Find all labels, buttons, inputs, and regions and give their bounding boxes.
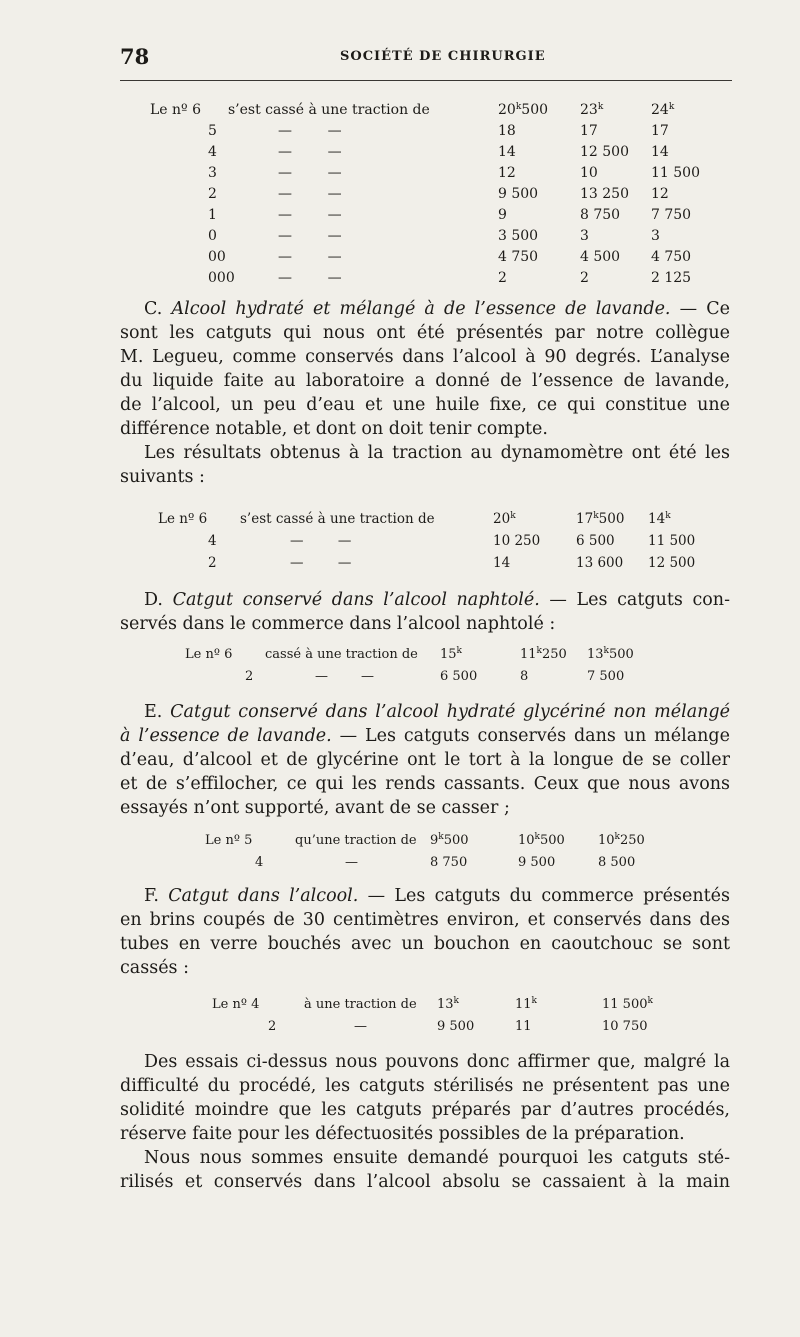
value-col-3 [602, 1019, 648, 1034]
text-line: du liquide faite au laboratoire a donné de l’essence de lavande, [120, 371, 730, 391]
section-title: Catgut dans l’alcool. [168, 886, 359, 906]
table-row [205, 833, 715, 853]
value-col-3 [651, 123, 669, 139]
table-row [158, 511, 718, 531]
section-d-paragraph [120, 588, 730, 636]
cell-value: 10 [598, 833, 615, 848]
unit-superscript: k [614, 832, 621, 842]
value-col-2 [580, 207, 620, 223]
cell-value: 9 500 [518, 855, 556, 870]
value-col-2 [515, 1019, 532, 1034]
value-col-3 [598, 855, 635, 870]
cell-value-rest: 500 [443, 833, 469, 848]
text-fragment: — Ce [670, 299, 730, 319]
value-col-1 [440, 647, 462, 662]
unit-superscript: k [647, 996, 653, 1006]
row-number: 4 [208, 144, 217, 160]
row-description: — [354, 1019, 367, 1034]
value-col-2 [520, 647, 567, 662]
table-row [150, 249, 730, 269]
section-title: Catgut conservé dans l’alcool hydraté glycériné non mélangé [170, 702, 730, 722]
text-line: servés dans le commerce dans l’alcool naphtolé : [120, 614, 556, 634]
value-col-2 [576, 555, 623, 571]
row-number: 2 [208, 555, 217, 571]
table-row [185, 647, 715, 667]
section-f-paragraph [120, 884, 730, 980]
cell-value: 4 750 [651, 249, 692, 265]
text-line [120, 588, 730, 612]
cell-value: 13 [587, 647, 604, 662]
cell-value: 18 [498, 123, 516, 139]
table-row [150, 165, 730, 185]
cell-value: 8 [520, 669, 529, 684]
table-row [150, 228, 730, 248]
cell-value-rest: 500 [609, 647, 634, 662]
row-number: 5 [208, 123, 217, 139]
value-col-3 [651, 186, 669, 202]
text-line: de l’alcool, un peu d’eau et une huile fixe, ce qui constitue une [120, 395, 730, 415]
value-col-3 [648, 555, 695, 571]
cell-value: 17 [580, 123, 598, 139]
row-description: — — [278, 207, 342, 223]
unit-superscript: k [453, 996, 460, 1006]
text-line: difficulté du procédé, les catguts stérilisés ne présentent pas une [120, 1076, 730, 1096]
table-row [205, 855, 715, 875]
row-description: — — [278, 249, 342, 265]
cell-value: 11 [515, 1019, 532, 1034]
cell-value: 20 [498, 102, 516, 118]
unit-superscript: k [536, 646, 543, 656]
row-number: 000 [208, 270, 235, 286]
section-title-continued: à l’essence de lavande. [120, 726, 332, 746]
value-col-2 [580, 270, 589, 286]
text-line [120, 297, 730, 321]
section-c-paragraph [120, 297, 730, 489]
cell-value: 11 500 [648, 533, 696, 549]
table-section-e [205, 833, 715, 877]
section-e-paragraph [120, 700, 730, 820]
row-description: à une traction de [304, 997, 417, 1012]
row-description: — [345, 855, 358, 870]
row-description: — — [315, 669, 375, 684]
value-col-3 [602, 997, 653, 1012]
cell-value: 11 500 [602, 997, 648, 1012]
row-number: Le nº 6 [158, 511, 208, 527]
value-col-2 [515, 997, 537, 1012]
cell-value-rest: 500 [598, 511, 625, 527]
row-number: 0 [208, 228, 217, 244]
unit-superscript: k [515, 102, 522, 112]
row-description: s’est cassé à une traction de [240, 511, 435, 527]
value-col-1 [498, 123, 516, 139]
value-col-2 [520, 669, 528, 684]
row-number: 1 [208, 207, 217, 223]
cell-value: 6 500 [576, 533, 615, 549]
cell-value: 11 500 [651, 165, 700, 181]
unit-superscript: k [593, 511, 599, 521]
cell-value: 3 [580, 228, 589, 244]
cell-value: 7 750 [651, 207, 692, 223]
cell-value: 9 500 [498, 186, 539, 202]
cell-value-rest: 250 [542, 647, 567, 662]
cell-value-rest: 500 [521, 102, 549, 118]
section-label: E. [144, 702, 163, 722]
row-number: 2 [268, 1019, 277, 1034]
text-line: sont les catguts qui nous ont été présentés par notre collègue [120, 323, 730, 343]
cell-value: 12 500 [648, 555, 696, 571]
row-description: — — [278, 270, 342, 286]
row-description: — — [278, 228, 342, 244]
cell-value: 10 [580, 165, 598, 181]
row-number: Le nº 4 [212, 997, 260, 1012]
value-col-2 [518, 855, 555, 870]
section-title: Catgut conservé dans l’alcool naphtolé. [172, 590, 540, 610]
cell-value: 12 [498, 165, 516, 181]
cell-value: 3 [651, 228, 660, 244]
table-section-c [158, 511, 718, 577]
value-col-2 [576, 533, 615, 549]
cell-value: 14 [651, 144, 669, 160]
cell-value: 4 500 [580, 249, 621, 265]
text-line [120, 724, 730, 748]
value-col-1 [498, 186, 538, 202]
value-col-2 [580, 102, 603, 118]
cell-value: 10 750 [602, 1019, 648, 1034]
cell-value: 17 [651, 123, 669, 139]
cell-value: 9 500 [437, 1019, 475, 1034]
value-col-3 [651, 228, 660, 244]
table-row [150, 102, 730, 122]
cell-value: 2 [498, 270, 507, 286]
row-description: — — [278, 186, 342, 202]
row-description: qu’une traction de [295, 833, 417, 848]
value-col-2 [580, 228, 589, 244]
cell-value: 2 125 [651, 270, 692, 286]
cell-value: 10 [518, 833, 535, 848]
unit-superscript: k [665, 511, 671, 521]
text-line: d’eau, d’alcool et de glycérine ont le tort à la longue de se coller [120, 750, 730, 770]
value-col-3 [598, 833, 645, 848]
value-col-2 [580, 249, 620, 265]
cell-value: 23 [580, 102, 598, 118]
table-row [150, 144, 730, 164]
value-col-2 [580, 186, 629, 202]
text-line: M. Legueu, comme conservés dans l’alcool à 90 degrés. L’analyse [120, 347, 730, 367]
row-number: 2 [245, 669, 254, 684]
row-number: Le nº 5 [205, 833, 253, 848]
value-col-1 [498, 228, 538, 244]
cell-value: 13 [437, 997, 454, 1012]
cell-value: 17 [576, 511, 594, 527]
table-section-b [150, 102, 730, 288]
text-line: et de s’effilocher, ce qui les rends cassants. Ceux que nous avons [120, 774, 730, 794]
value-col-2 [576, 511, 624, 527]
table-row [150, 123, 730, 143]
cell-value: 6 500 [440, 669, 478, 684]
cell-value: 2 [580, 270, 589, 286]
text-line: essayés n’ont supporté, avant de se casser ; [120, 798, 510, 818]
table-row [150, 270, 730, 290]
text-line: suivants : [120, 467, 205, 487]
row-number: Le nº 6 [150, 102, 201, 118]
unit-superscript: k [438, 832, 444, 842]
cell-value: 14 [493, 555, 511, 571]
cell-value: 15 [440, 647, 457, 662]
unit-superscript: k [597, 102, 604, 112]
row-description: — — [290, 533, 352, 549]
row-number: 4 [255, 855, 264, 870]
cell-value: 8 750 [430, 855, 468, 870]
text-line: en brins coupés de 30 centimètres environ, et conservés dans des [120, 910, 730, 930]
value-col-3 [587, 669, 624, 684]
value-col-3 [648, 533, 695, 549]
row-description: — — [290, 555, 352, 571]
value-col-2 [518, 833, 565, 848]
table-row [212, 1019, 712, 1039]
value-col-3 [651, 207, 691, 223]
table-row [150, 186, 730, 206]
cell-value: 14 [498, 144, 516, 160]
row-number: Le nº 6 [185, 647, 233, 662]
cell-value: 3 500 [498, 228, 539, 244]
text-line: cassés : [120, 958, 189, 978]
text-line: rilisés et conservés dans l’alcool absolu se cassaient à la main [120, 1172, 730, 1192]
text-line: tubes en verre bouchés avec un bouchon en caoutchouc se sont [120, 934, 730, 954]
cell-value: 8 500 [598, 855, 636, 870]
text-line: Des essais ci-dessus nous pouvons donc affirmer que, malgré la [144, 1052, 730, 1072]
section-label: D. [144, 590, 163, 610]
cell-value: 10 250 [493, 533, 541, 549]
cell-value: 20 [493, 511, 511, 527]
unit-superscript: k [603, 646, 610, 656]
text-fragment: — Les catguts du commerce présentés [358, 886, 730, 906]
row-number: 2 [208, 186, 217, 202]
unit-superscript: k [510, 511, 516, 521]
value-col-1 [437, 997, 459, 1012]
value-col-1 [498, 207, 507, 223]
value-col-2 [580, 144, 629, 160]
text-line: réserve faite pour les défectuosités possibles de la préparation. [120, 1124, 685, 1144]
value-col-1 [493, 533, 540, 549]
page-header [120, 44, 732, 74]
value-col-1 [498, 102, 548, 118]
cell-value: 12 [651, 186, 669, 202]
cell-value: 9 [430, 833, 439, 848]
page-number: 78 [120, 44, 150, 69]
cell-value-rest: 250 [620, 833, 645, 848]
cell-value: 4 750 [498, 249, 539, 265]
value-col-3 [648, 511, 671, 527]
section-label: C. [144, 299, 163, 319]
cell-value: 13 250 [580, 186, 629, 202]
cell-value-rest: 500 [540, 833, 565, 848]
value-col-3 [651, 144, 669, 160]
unit-superscript: k [456, 646, 463, 656]
text-line: différence notable, et dont on doit tenir compte. [120, 419, 548, 439]
table-row [150, 207, 730, 227]
table-row [158, 533, 718, 553]
value-col-1 [430, 833, 469, 848]
row-number: 3 [208, 165, 217, 181]
unit-superscript: k [534, 832, 541, 842]
unit-superscript: k [531, 996, 538, 1006]
value-col-1 [498, 270, 507, 286]
text-fragment: — Les catguts conservés dans un mélange [331, 726, 730, 746]
header-rule [120, 80, 732, 81]
row-description: — — [278, 165, 342, 181]
value-col-3 [651, 102, 674, 118]
value-col-2 [580, 165, 598, 181]
text-line [120, 700, 730, 724]
text-line: Nous nous sommes ensuite demandé pourquoi les catguts sté- [144, 1148, 730, 1168]
cell-value: 9 [498, 207, 507, 223]
cell-value: 8 750 [580, 207, 621, 223]
value-col-1 [498, 144, 516, 160]
value-col-1 [498, 249, 538, 265]
value-col-3 [651, 165, 700, 181]
value-col-3 [651, 249, 691, 265]
conclusion-paragraph [120, 1050, 730, 1194]
value-col-1 [493, 555, 510, 571]
text-fragment: — Les catguts con- [539, 590, 730, 610]
value-col-1 [498, 165, 516, 181]
row-description: s’est cassé à une traction de [228, 102, 430, 118]
row-description: — — [278, 123, 342, 139]
value-col-1 [440, 669, 477, 684]
table-row [212, 997, 712, 1017]
cell-value: 7 500 [587, 669, 625, 684]
cell-value: 11 [515, 997, 532, 1012]
running-title: SOCIÉTÉ DE CHIRURGIE [340, 49, 546, 64]
value-col-2 [580, 123, 598, 139]
value-col-1 [437, 1019, 474, 1034]
text-line: solidité moindre que les catguts préparés par d’autres procédés, [120, 1100, 730, 1120]
unit-superscript: k [668, 102, 675, 112]
value-col-1 [493, 511, 516, 527]
value-col-3 [587, 647, 634, 662]
cell-value: 12 500 [580, 144, 629, 160]
cell-value: 11 [520, 647, 537, 662]
text-line [120, 884, 730, 908]
section-label: F. [144, 886, 159, 906]
table-row [185, 669, 715, 689]
cell-value: 24 [651, 102, 669, 118]
table-row [158, 555, 718, 575]
cell-value: 14 [648, 511, 666, 527]
value-col-1 [430, 855, 467, 870]
table-section-d [185, 647, 715, 691]
row-description: — — [278, 144, 342, 160]
row-number: 00 [208, 249, 226, 265]
table-section-f [212, 997, 712, 1041]
section-title: Alcool hydraté et mélangé à de l’essence de lavande. [171, 299, 671, 319]
text-line: Les résultats obtenus à la traction au dynamomètre ont été les [144, 443, 730, 463]
row-number: 4 [208, 533, 217, 549]
cell-value: 13 600 [576, 555, 624, 571]
value-col-3 [651, 270, 691, 286]
row-description: cassé à une traction de [265, 647, 418, 662]
